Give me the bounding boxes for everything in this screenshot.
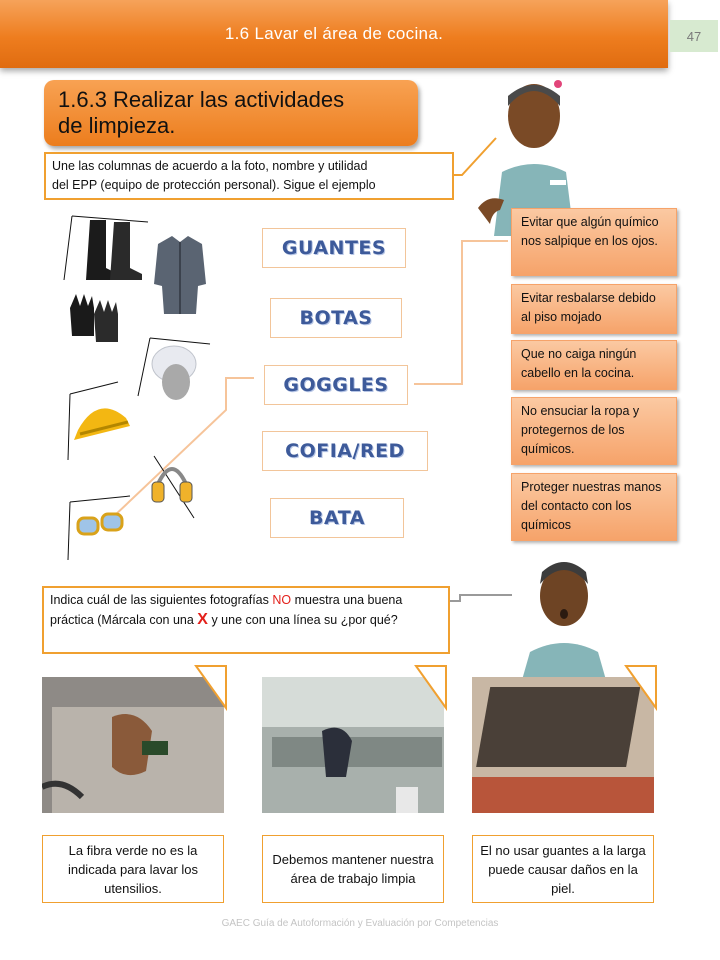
caption-1[interactable]: La fibra verde no es la indicada para lavar los utensilios. [42,835,224,903]
instruction-2-x-mark: X [197,611,208,628]
utility-slip[interactable]: Evitar resbalarse debido al piso mojado [511,284,677,334]
label-bata[interactable]: BATA [270,498,404,538]
utility-hands[interactable]: Proteger nuestras manos del contacto con los químicos [511,473,677,541]
instruction-2-part1: Indica cuál de las siguientes fotografías [50,593,273,607]
utility-hair[interactable]: Que no caiga ningún cabello en la cocina. [511,340,677,390]
corner-mark-2 [416,666,446,708]
instruction-2-part2: muestra una buena práctica (Márcala con una [50,593,403,627]
label-guantes[interactable]: GUANTES [262,228,406,268]
caption-2[interactable]: Debemos mantener nuestra área de trabajo limpia [262,835,444,903]
section-title-line2: de limpieza. [58,113,176,138]
utility-clothes[interactable]: No ensuciar la ropa y protegernos de los químicos. [511,397,677,465]
page-number: 47 [670,20,718,52]
instruction-1-line2: del EPP (equipo de protección personal). Sigue el ejemplo [52,178,376,192]
corner-mark-3 [626,666,656,708]
instruction-2-no-word: NO [272,593,292,607]
label-goggles[interactable]: GOGGLES [264,365,408,405]
label-botas[interactable]: BOTAS [270,298,402,338]
caption-3[interactable]: El no usar guantes a la larga puede causar daños en la piel. [472,835,654,903]
label-cofia-red[interactable]: COFIA/RED [262,431,428,471]
corner-mark-1 [196,666,226,708]
utility-eyes[interactable]: Evitar que algún químico nos salpique en los ojos. [511,208,677,276]
footer-text: GAEC Guía de Autoformación y Evaluación por Competencias [221,918,499,929]
instruction-2-part3: y une con una línea su ¿por qué? [207,613,398,627]
header-title: 1.6 Lavar el área de cocina. [224,24,444,43]
instruction-1-line1: Une las columnas de acuerdo a la foto, nombre y utilidad [52,159,368,173]
section-title-line1: 1.6.3 Realizar las actividades [58,87,345,112]
